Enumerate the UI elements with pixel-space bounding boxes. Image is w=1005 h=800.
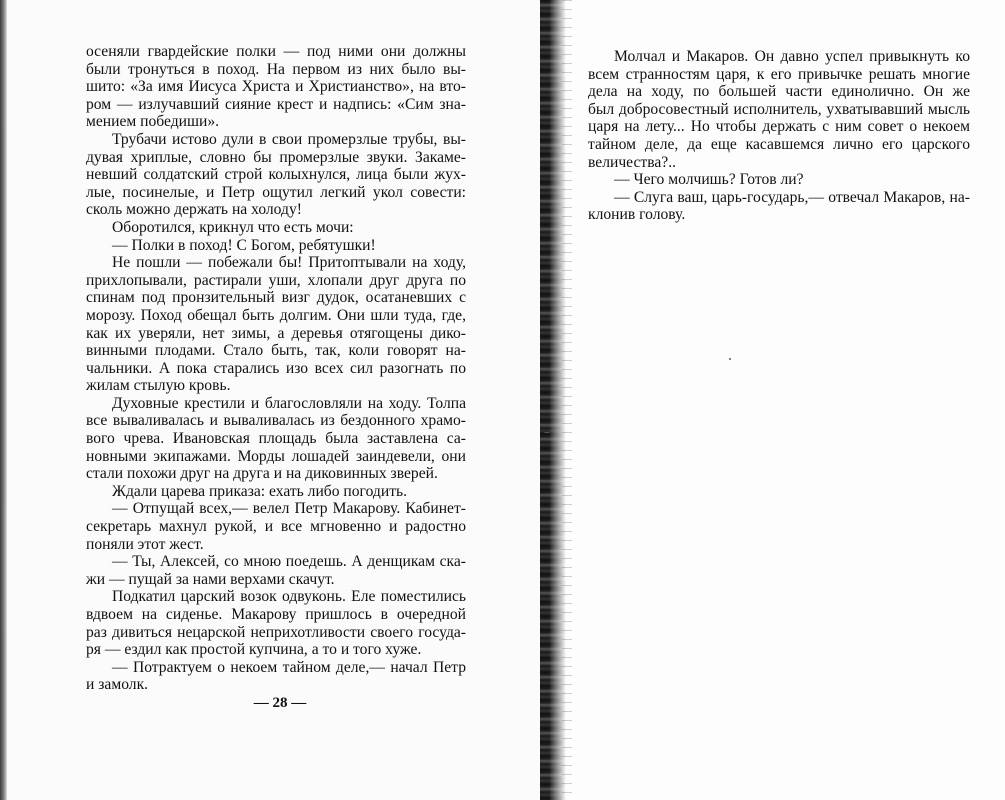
paragraph: [86, 500, 466, 553]
text-line: были тронуться в поход. На первом из них было вы-: [86, 60, 466, 78]
text-line: новными экипажами. Морды лошадей заиндевели, они: [86, 447, 466, 465]
paragraph: [86, 131, 466, 219]
paragraph: [588, 48, 970, 171]
text-line: Ждали царева приказа: ехать либо погодить.: [112, 482, 408, 500]
text-line: вого чрева. Ивановская площадь была заставлена са-: [86, 430, 466, 448]
text-line: тайном деле, да еще касавшемся лично его царского: [588, 135, 970, 153]
scan-dust-speck: [544, 432, 550, 433]
text-line: был добросовестный исполнитель, ухватывавший мысль: [588, 100, 970, 118]
text-line: жи — пущай за нами верхами скачут.: [86, 570, 335, 588]
text-line: дувая хриплые, словно бы промерзлые звуки. Закаме-: [86, 148, 466, 166]
text-line: Подкатил царский возок одвуконь. Еле поместились: [112, 588, 466, 606]
text-line: спинам под пронзительный визг дудок, осатаневших с: [86, 289, 466, 307]
text-line: — Чего молчишь? Готов ли?: [614, 171, 804, 189]
text-line: — Ты, Алексей, со мною поедешь. А денщикам ска-: [112, 553, 466, 571]
paragraph: [86, 43, 466, 131]
text-line: как их уверяли, нет зимы, а деревья отягощены дико-: [86, 324, 466, 342]
text-line: стали похожи друг на друга и на диковинных зверей.: [86, 465, 438, 483]
text-line: дела на ходу, по большей части единолично. Он же: [588, 83, 970, 101]
text-line: поняли этот жест.: [86, 535, 204, 553]
text-line: морозу. Поход обещал быть долгим. Они шли туда, где,: [86, 306, 466, 324]
text-line: Не пошли — побежали бы! Притоптывали на ходу,: [112, 254, 466, 272]
text-line: — Отпущай всех,— велел Петр Макарову. Кабинет-: [112, 500, 466, 518]
text-line: все вываливалась и вываливалась из бездонного храмо-: [86, 412, 466, 430]
paragraph: [86, 254, 466, 395]
right-page-text: [588, 48, 970, 224]
gutter-speckle: [562, 0, 572, 800]
scan-dust-speck: [729, 358, 731, 360]
text-line: раз дивиться нецарской неприхотливости своего госуда-: [86, 623, 466, 641]
text-line: — Полки в поход! С Богом, ребятушки!: [112, 236, 376, 254]
paragraph: [86, 237, 466, 255]
text-line: чальники. А пока старались изо всех сил разогнать по: [86, 359, 466, 377]
left-page-text: [86, 43, 466, 694]
paragraph: [86, 553, 466, 588]
paragraph: [588, 189, 970, 224]
text-line: всем странностям царя, к его привычке решать многие: [588, 65, 970, 83]
text-line: невший солдатский строй колыхнулся, лица были жух-: [86, 166, 466, 184]
text-line: царя на лету... Но чтобы держать с ним совет о некоем: [588, 118, 970, 136]
text-line: осеняли гвардейские полки — под ними они должны: [86, 43, 466, 60]
text-line: величества?..: [588, 153, 677, 171]
text-line: прихлопывали, растирали уши, хлопали друг друга по: [86, 271, 466, 289]
page-number: — 28 —: [253, 695, 307, 711]
paragraph: [588, 171, 970, 189]
text-line: сколь можно держать на холоду!: [86, 201, 302, 219]
text-line: вдвоем на сиденье. Макарову пришлось в очередной: [86, 606, 466, 623]
text-line: Духовные крестили и благословляли на ходу. Толпа: [112, 394, 466, 412]
text-line: секретарь махнул рукой, и все мгновенно и радостно: [86, 518, 466, 536]
text-line: — Потрактуем о некоем тайном деле,— начал Петр: [112, 658, 466, 676]
text-line: жилам стылую кровь.: [86, 377, 231, 395]
text-line: Трубачи истово дули в свои промерзлые трубы, вы-: [112, 130, 466, 148]
text-line: ря — ездил как простой купчина, а то и того хуже.: [86, 641, 422, 659]
paragraph: [86, 659, 466, 694]
paragraph: [86, 588, 466, 658]
text-line: винными плодами. Стало быть, так, коли говорят на-: [86, 342, 466, 360]
text-line: ром — излучавший сияние крест и надпись: «Сим зна-: [86, 95, 466, 113]
text-line: клонив голову.: [588, 206, 686, 224]
paragraph: [86, 483, 466, 501]
text-line: Оборотился, крикнул что есть мочи:: [112, 218, 354, 236]
paragraph: [86, 219, 466, 237]
text-line: и замолк.: [86, 676, 149, 694]
text-line: лые, посинелые, и Петр ощутил легкий укол совести:: [86, 183, 466, 201]
text-line: Молчал и Макаров. Он давно успел привыкнуть ко: [614, 48, 970, 65]
text-line: — Слуга ваш, царь-государь,— отвечал Макаров, на-: [614, 188, 970, 206]
text-line: мением победиши».: [86, 113, 220, 131]
paragraph: [86, 395, 466, 483]
left-page-edge: [0, 0, 7, 800]
text-line: шито: «За имя Иисуса Христа и Христианство», на вто-: [86, 78, 466, 96]
